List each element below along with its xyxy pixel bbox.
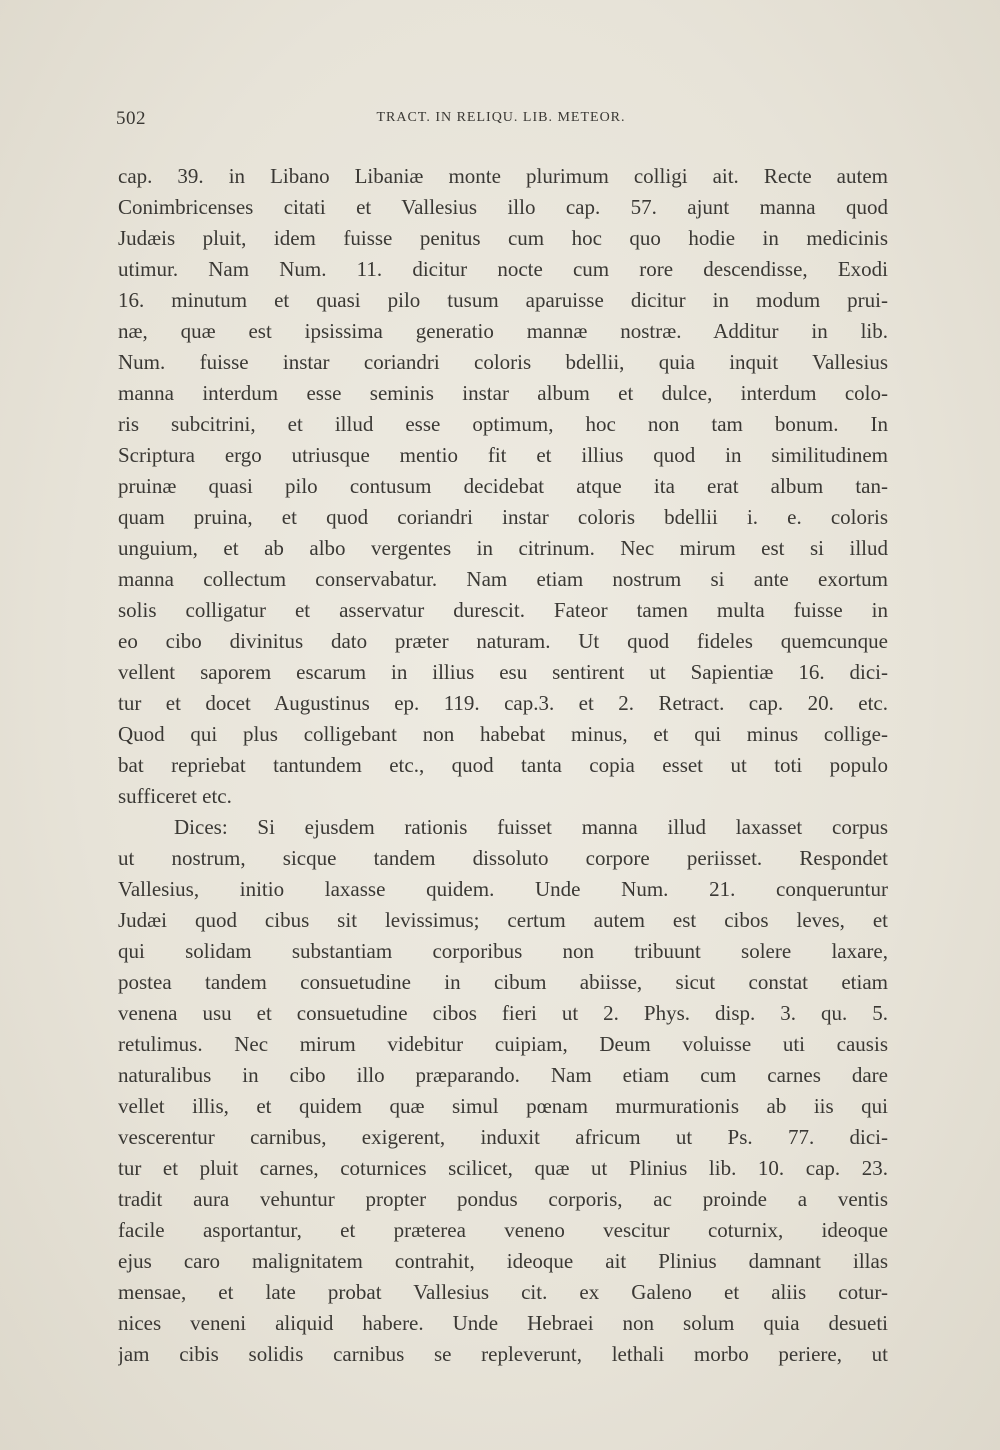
text-line: vellet illis, et quidem quæ simul pœnam murmurationis ab iis qui bbox=[118, 1094, 888, 1118]
text-line: quam pruina, et quod coriandri instar coloris bdellii i. e. coloris bbox=[118, 505, 888, 529]
text-line: manna interdum esse seminis instar album et dulce, interdum colo- bbox=[118, 381, 888, 405]
text-line: naturalibus in cibo illo præparando. Nam etiam cum carnes dare bbox=[118, 1063, 888, 1087]
text-line: vellent saporem escarum in illius esu sentirent ut Sapientiæ 16. dici- bbox=[118, 660, 888, 684]
text-line: mensae, et late probat Vallesius cit. ex Galeno et aliis cotur- bbox=[118, 1280, 888, 1304]
paragraph-1 bbox=[118, 161, 888, 812]
text-line: jam cibis solidis carnibus se repleverunt, lethali morbo periere, ut bbox=[118, 1342, 888, 1366]
body-text bbox=[118, 161, 888, 1370]
text-line: ut nostrum, sicque tandem dissoluto corpore periisset. Respondet bbox=[118, 846, 888, 870]
text-line: tradit aura vehuntur propter pondus corporis, ac proinde a ventis bbox=[118, 1187, 888, 1211]
text-line: postea tandem consuetudine in cibum abiisse, sicut constat etiam bbox=[118, 970, 888, 994]
paragraph-2 bbox=[118, 812, 888, 1370]
text-line: ejus caro malignitatem contrahit, ideoque ait Plinius damnant illas bbox=[118, 1249, 888, 1273]
text-line: facile asportantur, et præterea veneno vescitur coturnix, ideoque bbox=[118, 1218, 888, 1242]
text-line: 16. minutum et quasi pilo tusum aparuisse dicitur in modum prui- bbox=[118, 288, 888, 312]
page-number: 502 bbox=[116, 108, 146, 129]
text-line: manna collectum conservabatur. Nam etiam nostrum si ante exortum bbox=[118, 567, 888, 591]
text-line: Judæi quod cibus sit levissimus; certum autem est cibos leves, et bbox=[118, 908, 888, 932]
text-line: unguium, et ab albo vergentes in citrinum. Nec mirum est si illud bbox=[118, 536, 888, 560]
text-line: Quod qui plus colligebant non habebat minus, et qui minus collige- bbox=[118, 722, 888, 746]
text-line: bat repriebat tantundem etc., quod tanta copia esset ut toti populo bbox=[118, 753, 888, 777]
text-line: vescerentur carnibus, exigerent, induxit africum ut Ps. 77. dici- bbox=[118, 1125, 888, 1149]
text-line: næ, quæ est ipsissima generatio mannæ nostræ. Additur in lib. bbox=[118, 319, 888, 343]
text-line: ris subcitrini, et illud esse optimum, hoc non tam bonum. In bbox=[118, 412, 888, 436]
text-line: sufficeret etc. bbox=[118, 784, 232, 808]
text-line: Num. fuisse instar coriandri coloris bdellii, quia inquit Vallesius bbox=[118, 350, 888, 374]
running-head bbox=[116, 108, 886, 134]
text-line: eo cibo divinitus dato præter naturam. Ut quod fideles quemcunque bbox=[118, 629, 888, 653]
text-line: retulimus. Nec mirum videbitur cuipiam, Deum voluisse uti causis bbox=[118, 1032, 888, 1056]
text-line: Conimbricenses citati et Vallesius illo cap. 57. ajunt manna quod bbox=[118, 195, 888, 219]
text-line: nices veneni aliquid habere. Unde Hebraei non solum quia desueti bbox=[118, 1311, 888, 1335]
text-line: tur et docet Augustinus ep. 119. cap.3. et 2. Retract. cap. 20. etc. bbox=[118, 691, 888, 715]
text-line: cap. 39. in Libano Libaniæ monte plurimum colligi ait. Recte autem bbox=[118, 164, 888, 188]
text-line: Vallesius, initio laxasse quidem. Unde Num. 21. conqueruntur bbox=[118, 877, 888, 901]
text-line: Dices: Si ejusdem rationis fuisset manna illud laxasset corpus bbox=[174, 815, 888, 839]
running-title: TRACT. IN RELIQU. LIB. METEOR. bbox=[376, 110, 626, 125]
text-line: tur et pluit carnes, coturnices scilicet, quæ ut Plinius lib. 10. cap. 23. bbox=[118, 1156, 888, 1180]
text-line: pruinæ quasi pilo contusum decidebat atque ita erat album tan- bbox=[118, 474, 888, 498]
text-line: venena usu et consuetudine cibos fieri ut 2. Phys. disp. 3. qu. 5. bbox=[118, 1001, 888, 1025]
text-line: Judæis pluit, idem fuisse penitus cum hoc quo hodie in medicinis bbox=[118, 226, 888, 250]
text-line: qui solidam substantiam corporibus non tribuunt solere laxare, bbox=[118, 939, 888, 963]
text-line: utimur. Nam Num. 11. dicitur nocte cum rore descendisse, Exodi bbox=[118, 257, 888, 281]
text-line: solis colligatur et asservatur durescit. Fateor tamen multa fuisse in bbox=[118, 598, 888, 622]
text-line: Scriptura ergo utriusque mentio fit et illius quod in similitudinem bbox=[118, 443, 888, 467]
